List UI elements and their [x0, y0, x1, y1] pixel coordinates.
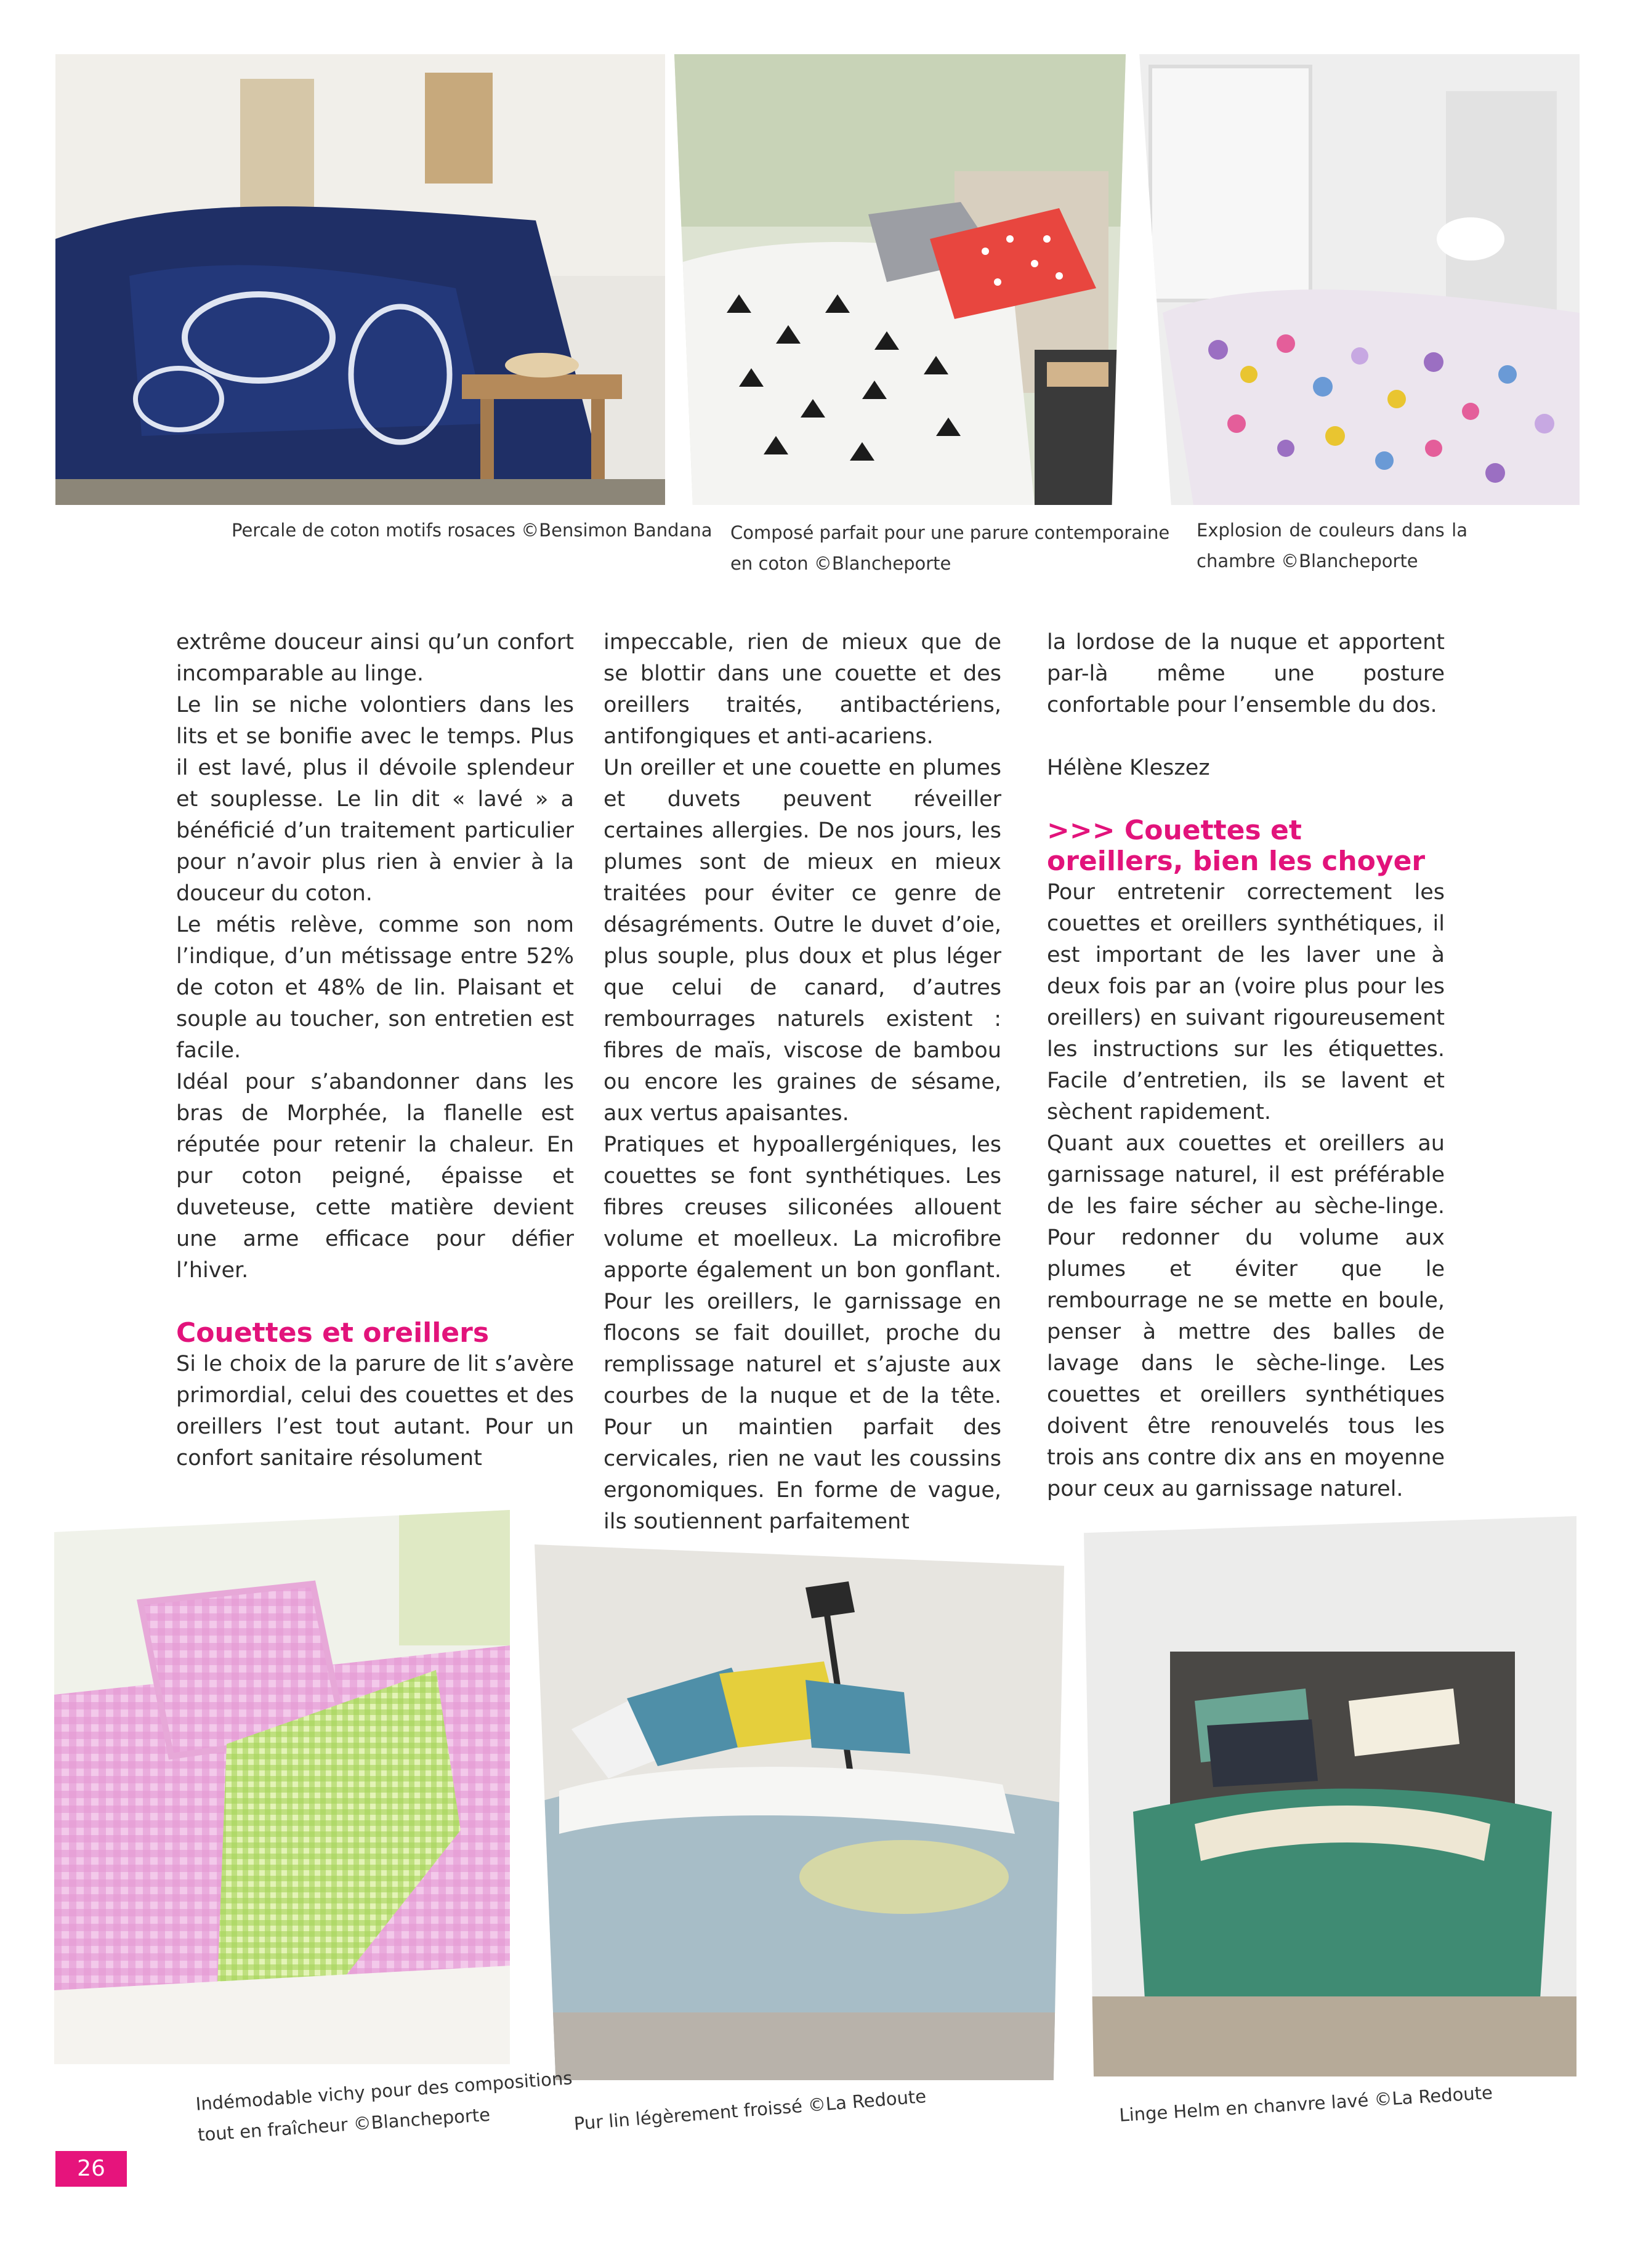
col3-paragraph-2: Pour entretenir correctement les couettes et oreillers synthétiques, il est important de les laver une à deux fois par an (voire plus pour les oreillers) en suivant rigoureusement les instructions sur les étiquettes. Facile d’entretien, ils se lavent et sèchent rapidement.	[1047, 880, 1445, 1124]
caption-top-3-line-2: chambre ©Blancheporte	[1197, 551, 1418, 571]
photo-linen-bed	[535, 1544, 1064, 2080]
col1-paragraph-3: Le métis relève, comme son nom l’indique, d’un métissage entre 52% de coton et 48% de lin. Plaisant et souple au toucher, son entretien est facile.	[176, 913, 574, 1063]
section-heading-choyer: >>> Couettes et oreillers, bien les choyer	[1047, 815, 1426, 877]
caption-bottom-1-line-1: Indémodable vichy pour des compositions	[195, 2067, 573, 2115]
caption-top-2	[730, 517, 1170, 579]
photo-triangle-print-bed	[665, 54, 1126, 505]
photo-blue-paisley-bed	[55, 54, 665, 505]
section-heading-couettes: Couettes et oreillers	[176, 1317, 490, 1349]
article-column-1	[176, 627, 574, 1474]
col2-paragraph-3: Pratiques et hypoallergéniques, les couettes se font synthétiques. Les fibres creuses siliconées allouent volume et moelleux. La microfibre apporte également un bon gonflant. Pour les oreillers, le garnissage en flocons se fait douillet, proche du remplissage naturel et s’ajuste aux courbes de la nuque et de la tête. Pour un maintien parfait des cervicales, rien ne vaut les coussins ergonomiques. En forme de vague, ils soutiennent parfaitement	[604, 1132, 1001, 1534]
caption-bottom-1	[195, 2061, 592, 2150]
caption-bottom-2: Pur lin légèrement froissé ©La Redoute	[573, 2085, 927, 2134]
caption-top-2-line-1: Composé parfait pour une parure contemporaine	[730, 522, 1170, 543]
caption-top-3-line-1: Explosion de couleurs dans la	[1197, 520, 1467, 541]
col2-paragraph-2: Un oreiller et une couette en plumes et duvets peuvent réveiller certaines allergies. De nos jours, les plumes sont de mieux en mieux traitées pour éviter ce genre de désagréments. Outre le duvet d’oie, plus souple, plus doux et plus léger que celui de canard, d’autres rembourrages naturels existent : fibres de maïs, viscose de bambou ou encore les graines de sésame, aux vertus apaisantes.	[604, 756, 1001, 1126]
page-number-badge: 26	[55, 2151, 127, 2187]
caption-top-1: Percale de coton motifs rosaces ©Bensimon Bandana	[232, 520, 713, 541]
caption-bottom-3: Linge Helm en chanvre lavé ©La Redoute	[1118, 2081, 1493, 2126]
col1-paragraph-1: extrême douceur ainsi qu’un confort incomparable au linge.	[176, 630, 574, 686]
caption-bottom-1-line-2: tout en fraîcheur ©Blancheporte	[197, 2104, 491, 2145]
col1-paragraph-5: Si le choix de la parure de lit s’avère primordial, celui des couettes et des oreillers l’est tout autant. Pour un confort sanitaire résolument	[176, 1352, 574, 1471]
photo-pink-gingham-bed	[54, 1510, 510, 2064]
col3-paragraph-3: Quant aux couettes et oreillers au garnissage naturel, il est préférable de les faire sécher au sèche-linge. Pour redonner du volume aux plumes et éviter que le rembourrage ne se mette en boule, penser à mettre des balles de lavage dans le sèche-linge. Les couettes et oreillers synthétiques doivent être renouvelés tous les trois ans contre dix ans en moyenne pour ceux au garnissage naturel.	[1047, 1131, 1445, 1501]
article-column-2	[604, 627, 1001, 1538]
caption-top-3	[1197, 515, 1467, 576]
col3-paragraph-1: la lordose de la nuque et apportent par-là même une posture confortable pour l’ensemble du dos.	[1047, 630, 1445, 717]
col1-paragraph-2: Le lin se niche volontiers dans les lits et se bonifie avec le temps. Plus il est lavé, plus il dévoile splendeur et souplesse. Le lin dit « lavé » a bénéficié d’un traitement particulier pour n’avoir plus rien à envier à la douceur du coton.	[176, 693, 574, 906]
caption-top-2-line-2: en coton ©Blancheporte	[730, 553, 951, 574]
photo-green-hemp-bed	[1084, 1516, 1576, 2076]
article-column-3	[1047, 627, 1445, 1505]
col1-paragraph-4: Idéal pour s’abandonner dans les bras de Morphée, la flanelle est réputée pour retenir la chaleur. En pur coton peigné, épaisse et duveteuse, cette matière devient une arme efficace pour défier l’hiver.	[176, 1070, 574, 1283]
photo-colorful-dots-bed	[1126, 54, 1580, 505]
col2-paragraph-1: impeccable, rien de mieux que de se blottir dans une couette et des oreillers traités, antibactériens, antifongiques et anti-acariens.	[604, 630, 1001, 749]
author-name: Hélène Kleszez	[1047, 756, 1210, 780]
